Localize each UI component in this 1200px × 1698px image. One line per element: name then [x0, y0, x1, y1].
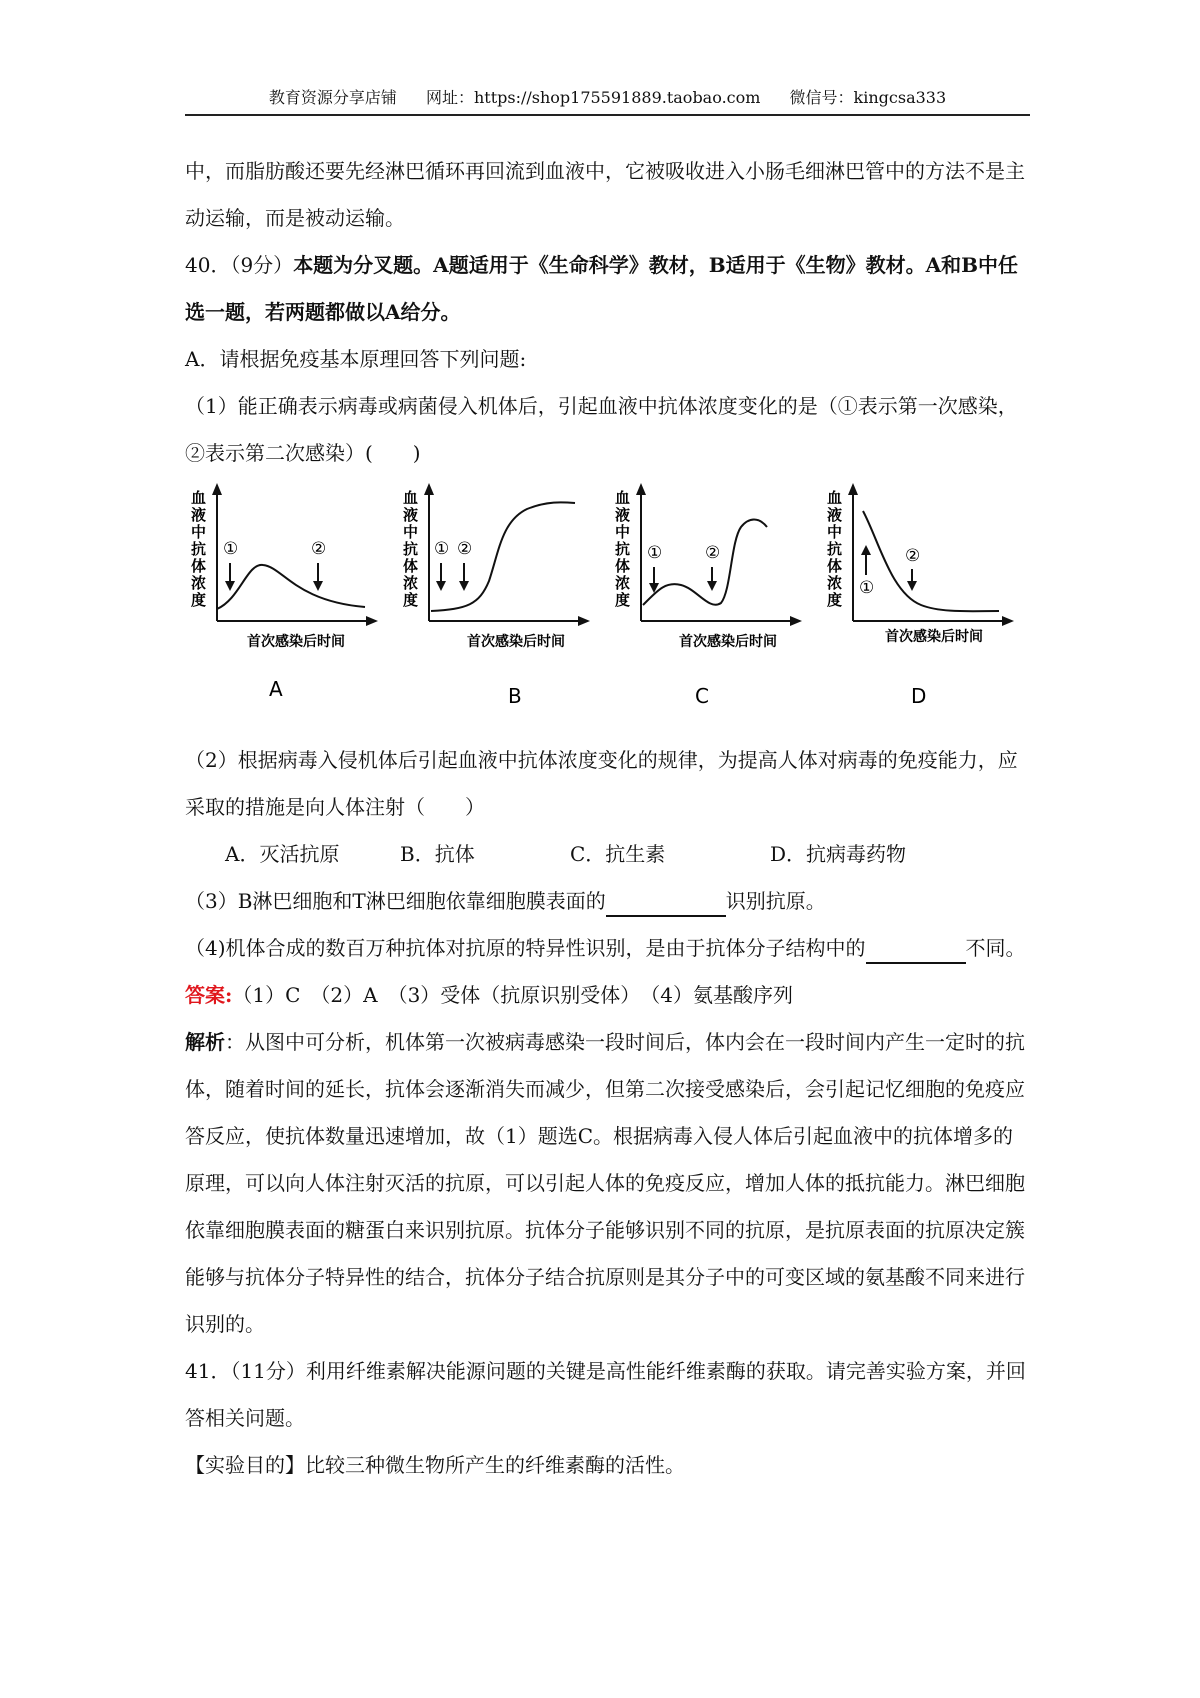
intro-paragraph: 中，而脂肪酸还要先经淋巴循环再回流到血液中，它被吸收进入小肠毛细淋巴管中的方法不是主动运输，而是被动运输。	[185, 159, 1025, 230]
graph-c-ylabel	[615, 489, 630, 609]
graph-a	[185, 481, 385, 748]
ylabel-char: 血	[403, 489, 419, 507]
ylabel-char: 浓	[615, 574, 631, 592]
graph-b-xlabel: 首次感染后时间	[467, 634, 565, 650]
ylabel-char: 中	[827, 523, 843, 541]
graph-d-svg	[821, 481, 1021, 731]
graph-c-first-marker: ①	[647, 543, 663, 563]
graph-b	[397, 481, 597, 748]
ylabel-char: 液	[615, 506, 631, 524]
option-d: D．抗病毒药物	[770, 842, 907, 866]
ylabel-char: 度	[403, 591, 419, 609]
analysis-label: 解析	[185, 1030, 225, 1054]
graph-b-first-marker: ①	[434, 539, 450, 559]
answer-text: （1）C （2）A （3）受体（抗原识别受体） （4）氨基酸序列	[232, 983, 794, 1007]
header-shop: 教育资源分享店铺	[268, 88, 397, 107]
graph-a-svg	[185, 481, 385, 731]
page-header	[185, 82, 1030, 116]
graph-d-second-marker: ②	[905, 546, 921, 566]
graph-c-svg	[609, 481, 809, 731]
subquestion-4-tail: 不同。	[965, 936, 1026, 960]
graph-a-second-marker: ②	[311, 539, 327, 559]
ylabel-char: 体	[615, 557, 631, 575]
ylabel-char: 体	[191, 557, 207, 575]
document-body	[185, 148, 1030, 1489]
graph-a-curve	[217, 565, 365, 609]
graph-d-letter: D	[911, 684, 927, 708]
graph-a-xlabel: 首次感染后时间	[247, 634, 345, 650]
answer	[185, 972, 1030, 1019]
ylabel-char: 浓	[403, 574, 419, 592]
graph-c-x-arrow	[790, 616, 802, 626]
graph-c-xlabel: 首次感染后时间	[679, 634, 777, 650]
graph-b-second-marker: ②	[457, 539, 473, 559]
graph-c-second-arrowhead	[707, 581, 717, 591]
answer-label: 答案:	[185, 983, 233, 1007]
ylabel-char: 浓	[191, 574, 207, 592]
ylabel-char: 血	[615, 489, 631, 507]
graph-c	[609, 481, 809, 748]
graph-a-ylabel	[191, 489, 206, 609]
experiment-aim: 【实验目的】比较三种微生物所产生的纤维素酶的活性。	[185, 1453, 685, 1477]
analysis-text: ：从图中可分析，机体第一次被病毒感染一段时间后，体内会在一段时间内产生一定时的抗体，随着时间的延长，抗体会逐渐消失而减少，但第二次接受感染后，会引起记忆细胞的免疫应答反应，使抗体数量迅速增加，故（1）题选C。根据病毒入侵人体后引起血液中的抗体增多的原理，可以向人体注射灭活的抗原，可以引起人体的免疫反应，增加人体的抵抗能力。淋巴细胞依靠细胞膜表面的糖蛋白来识别抗原。抗体分子能够识别不同的抗原，是抗原表面的抗原决定簇能够与抗体分子特异性的结合，抗体分子结合抗原则是其分子中的可变区域的氨基酸不同来进行识别的。	[185, 1030, 1025, 1336]
subquestion-4-blank	[866, 936, 966, 964]
ylabel-char: 中	[615, 523, 631, 541]
ylabel-char: 液	[191, 506, 207, 524]
graph-a-second-arrowhead	[313, 581, 323, 591]
question-41: 41．（11分）利用纤维素解决能源问题的关键是高性能纤维素酶的获取。请完善实验方案，并回答相关问题。	[185, 1359, 1026, 1430]
graph-c-letter: C	[695, 684, 709, 708]
ylabel-char: 度	[615, 591, 631, 609]
graph-d	[821, 481, 1021, 748]
question-40	[185, 242, 1030, 336]
ylabel-char: 血	[191, 489, 207, 507]
ylabel-char: 血	[827, 489, 843, 507]
part-a-heading: A．请根据免疫基本原理回答下列问题:	[185, 347, 527, 371]
subquestion-3-text: （3）B淋巴细胞和T淋巴细胞依靠细胞膜表面的	[185, 889, 606, 913]
subquestion-3	[185, 878, 1030, 925]
subquestion-3-blank	[606, 889, 726, 917]
subquestion-2-options	[185, 831, 1030, 878]
graph-d-first-arrowhead	[861, 545, 871, 555]
graph-d-y-arrow	[848, 483, 858, 495]
subquestion-4	[185, 925, 1030, 972]
option-c: C．抗生素	[570, 842, 666, 866]
question-40-number: 40．（9分）	[185, 253, 294, 277]
graph-b-letter: B	[508, 684, 522, 708]
subquestion-4-text: （4)机体合成的数百万种抗体对抗原的特异性识别，是由于抗体分子结构中的	[185, 936, 866, 960]
graph-b-svg	[397, 481, 597, 731]
ylabel-char: 体	[827, 557, 843, 575]
ylabel-char: 抗	[191, 540, 207, 558]
antibody-graphs	[185, 481, 1030, 731]
graph-b-x-arrow	[578, 616, 590, 626]
ylabel-char: 中	[403, 523, 419, 541]
graph-d-xlabel: 首次感染后时间	[885, 629, 983, 645]
ylabel-char: 度	[191, 591, 207, 609]
subquestion-2: （2）根据病毒入侵机体后引起血液中抗体浓度变化的规律，为提高人体对病毒的免疫能力，应采取的措施是向人体注射（ ）	[185, 748, 1018, 819]
graph-d-second-arrowhead	[907, 581, 917, 591]
header-wechat: 微信号：kingcsa333	[789, 88, 947, 107]
graph-a-letter: A	[269, 677, 283, 701]
graph-d-curve	[863, 511, 999, 611]
graph-c-y-arrow	[636, 483, 646, 495]
graph-d-ylabel	[827, 489, 842, 609]
ylabel-char: 抗	[615, 540, 631, 558]
graph-a-y-arrow	[212, 483, 222, 495]
graph-b-ylabel	[403, 489, 418, 609]
ylabel-char: 浓	[827, 574, 843, 592]
subquestion-1: （1）能正确表示病毒或病菌侵入机体后，引起血液中抗体浓度变化的是（①表示第一次感染，②表示第二次感染）( )	[185, 394, 1018, 465]
graph-b-second-arrowhead	[459, 581, 469, 591]
graph-b-first-arrowhead	[436, 581, 446, 591]
ylabel-char: 抗	[403, 540, 419, 558]
graph-d-x-arrow	[1002, 616, 1014, 626]
ylabel-char: 体	[403, 557, 419, 575]
ylabel-char: 度	[827, 591, 843, 609]
graph-a-x-arrow	[366, 616, 378, 626]
graph-d-first-marker: ①	[859, 578, 875, 598]
graph-c-second-marker: ②	[705, 543, 721, 563]
ylabel-char: 液	[827, 506, 843, 524]
graph-a-first-arrowhead	[225, 581, 235, 591]
header-url: 网址：https://shop175591889.taobao.com	[425, 88, 761, 107]
option-a: A．灭活抗原	[225, 842, 340, 866]
question-40-instructions: 本题为分叉题。A题适用于《生命科学》教材，B适用于《生物》教材。A和B中任选一题，若两题都做以A给分。	[185, 253, 1019, 324]
ylabel-char: 抗	[827, 540, 843, 558]
graph-b-curve	[431, 502, 575, 611]
ylabel-char: 液	[403, 506, 419, 524]
ylabel-char: 中	[191, 523, 207, 541]
analysis	[185, 1019, 1030, 1348]
graph-b-y-arrow	[424, 483, 434, 495]
graph-a-first-marker: ①	[223, 539, 239, 559]
option-b: B．抗体	[400, 842, 475, 866]
subquestion-3-tail: 识别抗原。	[725, 889, 826, 913]
